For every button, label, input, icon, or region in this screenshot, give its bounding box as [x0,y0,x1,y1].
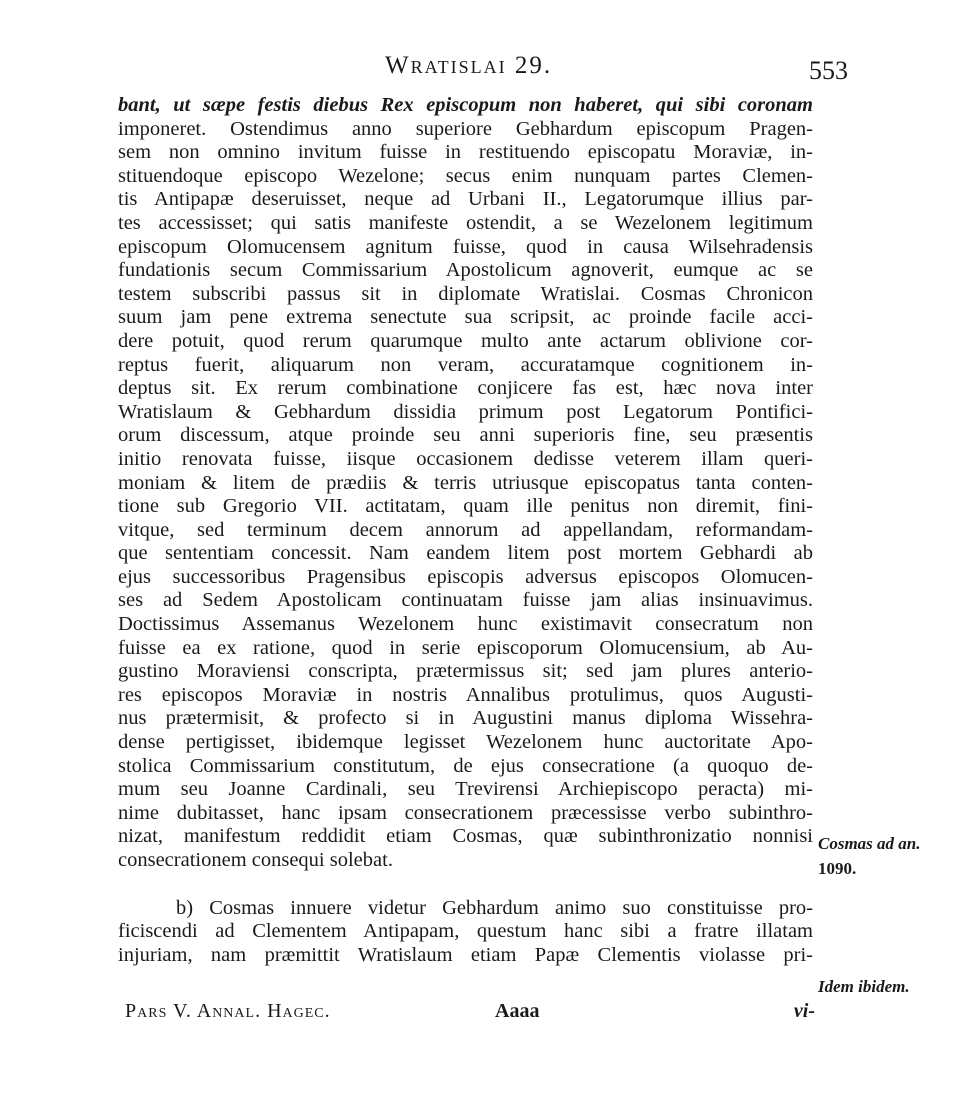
text-line: consecrationem consequi solebat. [118,849,393,871]
running-title: Wratislai 29. [385,52,553,79]
text-line: que sententiam concessit. Nam eandem litem post mortem Gebhardi ab [118,542,813,565]
text-line: fuisse ea ex ratione, quod in serie episcoporum Olomucensium, ab Au- [118,636,813,659]
margin-note-year: 1090. [818,859,857,878]
text-line: stituendoque episcopo Wezelone; secus enim nunquam partes Clemen- [118,164,813,187]
text-line: suum jam pene extrema senectute sua scripsit, ac proinde facile acci- [118,306,813,329]
text-line: episcopum Olomucensem agnitum fuisse, quod in causa Wilsehradensis [118,235,813,258]
text-line: tis Antipapæ deseruisset, neque ad Urbani II., Legatorumque illius par- [118,188,813,211]
text-line: ses ad Sedem Apostolicam continuatam fuisse jam alias insinuavimus. [118,589,813,612]
text-line: fundationis secum Commissarium Apostolicum agnoverit, eumque ac se [118,259,813,282]
text-line: gustino Moraviensi conscripta, prætermissus sit; sed jam plures anterio- [118,660,813,683]
text-line: nime dubitasset, hanc ipsam consecrationem præcessisse verbo subinthro- [118,801,813,824]
signature-mark: Aaaa [495,1000,540,1022]
text-line: Wratislaum & Gebhardum dissidia primum post Legatorum Pontifici- [118,400,813,423]
text-line: imponeret. Ostendimus anno superiore Gebhardum episcopum Pragen- [118,117,813,140]
text-line: sem non omnino invitum fuisse in restituendo episcopatu Moraviæ, in- [118,141,813,164]
text-line: moniam & litem de prædiis & terris utriusque episcopatus tanta conten- [118,471,813,494]
text-line: nizat, manifestum reddidit etiam Cosmas, quæ subinthronizatio nonnisi [118,825,813,848]
text-line: stolica Commissarium constitutum, de ejus consecratione (a quoquo de- [118,754,813,777]
paragraph-gap [118,873,813,897]
footnote-line: injuriam, nam præmittit Wratislaum etiam Papæ Clementis violasse pri- [118,943,813,966]
margin-note-idem: Idem ibidem. [818,977,910,996]
text-line: res episcopos Moraviæ in nostris Annalibus protulimus, quos Augusti- [118,683,813,706]
text-line: initio renovata fuisse, iisque occasionem dedisse veterem illam queri- [118,447,813,470]
text-line: bant, ut sæpe festis diebus Rex episcopum non haberet, qui sibi coronam [118,94,813,116]
text-line: vitque, sed terminum decem annorum ad appellandam, reformandam- [118,518,813,541]
footnote-line: ficiscendi ad Clementem Antipapam, questum hanc sibi a fratre illatam [118,920,813,943]
text-line: ejus successoribus Pragensibus episcopis adversus episcopos Olomucen- [118,565,813,588]
text-line: tes accessisset; qui satis manifeste ostendit, a se Wezelonem legitimum [118,211,813,234]
text-line: dere potuit, quod rerum quarumque multo ante actarum oblivione cor- [118,329,813,352]
signature-title: Pars V. Annal. Hagec. [125,1000,331,1022]
page-footer [125,999,815,1023]
margin-note-cosmas: Cosmas ad an. [818,834,921,853]
text-line: orum discessum, atque proinde seu anni superioris fine, seu præsentis [118,424,813,447]
text-line: reptus fuerit, aliquarum non veram, accuratamque cognitionem in- [118,353,813,376]
text-line: tione sub Gregorio VII. actitatam, quam ille penitus non diremit, fini- [118,495,813,518]
main-text-block [118,94,813,967]
text-line: nus prætermisit, & profecto si in Augustini manus diploma Wissehra- [118,707,813,730]
text-line: testem subscribi passus sit in diplomate Wratislai. Cosmas Chronicon [118,282,813,305]
text-line: deptus sit. Ex rerum combinatione conjicere fas est, hæc nova inter [118,377,813,400]
text-line: dense pertigisset, ibidemque legisset Wezelonem hunc auctoritate Apo- [118,731,813,754]
page-number: 553 [809,56,848,85]
catchword: vi- [793,1000,815,1022]
text-line: mum seu Joanne Cardinali, seu Trevirensi Archiepiscopo peracta) mi- [118,778,813,801]
footnote-line: b) Cosmas innuere videtur Gebhardum animo suo constituisse pro- [176,896,813,919]
text-line: Doctissimus Assemanus Wezelonem hunc existimavit consecratum non [118,613,813,636]
